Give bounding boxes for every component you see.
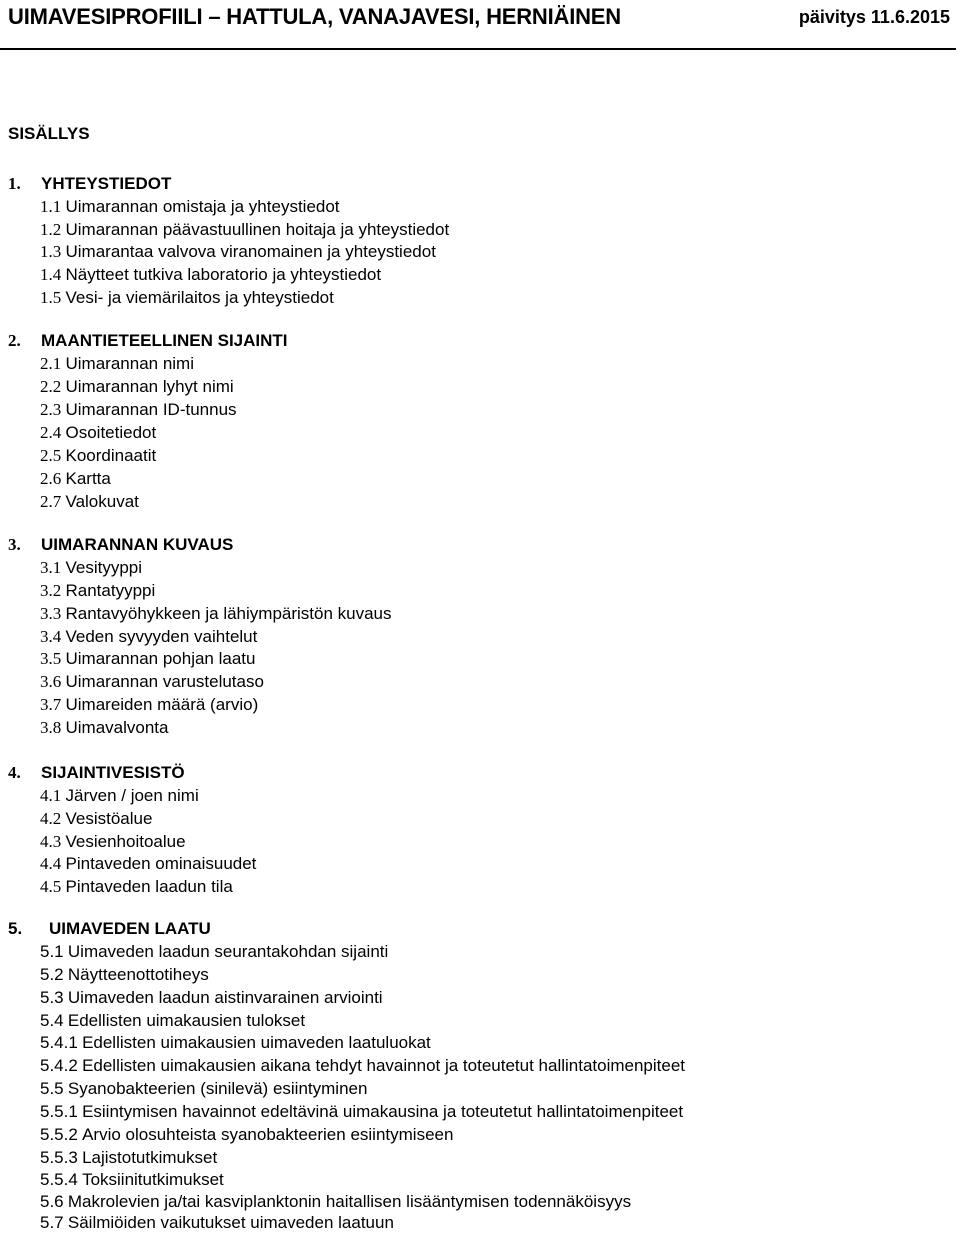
toc-item[interactable] [40, 580, 155, 602]
toc-item[interactable] [40, 671, 264, 693]
item-text: Uimarannan päävastuullinen hoitaja ja yhteystiedot [65, 220, 450, 239]
item-text: Valokuvat [65, 492, 139, 511]
toc-item[interactable] [40, 1032, 431, 1054]
item-number: 3.8 [40, 718, 62, 737]
toc-item[interactable] [40, 1147, 217, 1169]
item-text: Pintaveden ominaisuudet [65, 854, 257, 873]
toc-section-2[interactable] [8, 330, 288, 352]
item-number: 3.6 [40, 672, 62, 691]
item-text: Uimarannan omistaja ja yhteystiedot [65, 197, 340, 216]
item-text: Rantavyöhykkeen ja lähiympäristön kuvaus [65, 604, 392, 623]
item-number: 1.1 [40, 197, 62, 216]
item-text: Koordinaatit [65, 446, 157, 465]
item-number: 3.1 [40, 558, 62, 577]
update-date: päivitys 11.6.2015 [798, 7, 950, 27]
item-text: Uimarannan nimi [65, 354, 194, 373]
section-number: 2. [8, 331, 21, 350]
section-title: UIMAVEDEN LAATU [49, 919, 211, 938]
item-number: 2.1 [40, 354, 62, 373]
item-number: 5.7 [40, 1213, 64, 1232]
item-number: 2.6 [40, 469, 62, 488]
item-number: 2.4 [40, 423, 62, 442]
toc-item[interactable] [40, 399, 237, 421]
item-number: 5.5.4 [40, 1170, 78, 1189]
item-number: 3.7 [40, 695, 62, 714]
item-text: Rantatyyppi [65, 581, 156, 600]
item-number: 2.3 [40, 400, 62, 419]
item-text: Pintaveden laadun tila [65, 877, 233, 896]
toc-item[interactable] [40, 964, 209, 986]
item-number: 5.5.2 [40, 1125, 78, 1144]
item-text: Toksiinitutkimukset [82, 1170, 224, 1189]
toc-item[interactable] [40, 987, 383, 1009]
toc-item[interactable] [40, 422, 156, 444]
toc-item[interactable] [40, 1078, 367, 1100]
toc-item[interactable] [40, 1169, 224, 1191]
toc-item[interactable] [40, 196, 340, 218]
item-number: 5.5.3 [40, 1148, 78, 1167]
toc-item[interactable] [40, 808, 152, 830]
item-number: 3.2 [40, 581, 62, 600]
item-number: 5.4 [40, 1011, 64, 1030]
item-text: Veden syvyyden vaihtelut [65, 627, 258, 646]
item-text: Vesi- ja viemärilaitos ja yhteystiedot [65, 288, 334, 307]
item-number: 3.5 [40, 649, 62, 668]
item-text: Edellisten uimakausien uimaveden laatuluokat [82, 1033, 431, 1052]
item-number: 1.4 [40, 265, 62, 284]
toc-item[interactable] [40, 831, 186, 853]
toc-section-1[interactable] [8, 173, 171, 195]
section-title: MAANTIETEELLINEN SIJAINTI [41, 331, 288, 350]
toc-item[interactable] [40, 445, 156, 467]
toc-section-4[interactable] [8, 762, 185, 784]
toc-item[interactable] [40, 219, 449, 241]
item-number: 1.5 [40, 288, 62, 307]
item-number: 5.1 [40, 942, 64, 961]
item-number: 3.4 [40, 627, 62, 646]
toc-item[interactable] [40, 1055, 685, 1077]
item-text: Uimaveden laadun seurantakohdan sijainti [67, 942, 389, 961]
item-number: 4.3 [40, 832, 62, 851]
page-header [0, 0, 960, 50]
item-text: Uimarantaa valvova viranomainen ja yhteystiedot [65, 242, 436, 261]
toc-item[interactable] [40, 241, 436, 263]
item-number: 2.7 [40, 492, 62, 511]
item-number: 5.4.1 [40, 1033, 78, 1052]
item-text: Näytteet tutkiva laboratorio ja yhteystiedot [65, 265, 382, 284]
item-text: Esiintymisen havainnot edeltävinä uimakausina ja toteutetut hallintatoimenpiteet [82, 1102, 684, 1121]
section-number: 1. [8, 174, 21, 193]
item-number: 1.3 [40, 242, 62, 261]
item-text: Vesityyppi [65, 558, 143, 577]
item-text: Uimarannan pohjan laatu [65, 649, 256, 668]
item-number: 1.2 [40, 220, 62, 239]
header-rule [0, 48, 956, 50]
item-number: 5.5.1 [40, 1102, 78, 1121]
toc-item[interactable] [40, 648, 255, 670]
toc-item[interactable] [40, 603, 392, 625]
toc-item[interactable] [40, 1101, 683, 1123]
item-number: 5.3 [40, 988, 64, 1007]
item-text: Säilmiöiden vaikutukset uimaveden laatuun [67, 1213, 394, 1232]
section-title: UIMARANNAN KUVAUS [41, 535, 234, 554]
item-text: Uimarannan lyhyt nimi [65, 377, 234, 396]
toc-item[interactable] [40, 1124, 453, 1146]
item-text: Uimavalvonta [65, 718, 169, 737]
item-number: 2.5 [40, 446, 62, 465]
toc-section-3[interactable] [8, 534, 233, 556]
item-text: Arvio olosuhteista syanobakteerien esiintymiseen [82, 1125, 454, 1144]
item-number: 4.4 [40, 854, 62, 873]
item-number: 3.3 [40, 604, 62, 623]
toc-item[interactable] [40, 876, 233, 898]
item-number: 5.5 [40, 1079, 64, 1098]
toc-item[interactable] [40, 557, 142, 579]
toc-item[interactable] [40, 376, 234, 398]
document-title: UIMAVESIPROFIILI – HATTULA, VANAJAVESI, HERNIÄINEN [8, 4, 621, 29]
toc-item[interactable] [40, 785, 199, 807]
item-number: 5.4.2 [40, 1056, 78, 1075]
toc-heading: SISÄLLYS [8, 124, 90, 143]
section-title: SIJAINTIVESISTÖ [41, 763, 185, 782]
item-text: Uimarannan varustelutaso [65, 672, 264, 691]
toc-item[interactable] [40, 468, 111, 490]
item-number: 5.2 [40, 965, 64, 984]
toc-item[interactable] [40, 264, 381, 286]
item-number: 4.1 [40, 786, 62, 805]
toc-item[interactable] [40, 694, 258, 716]
item-text: Vesienhoitoalue [65, 832, 186, 851]
section-number: 4. [8, 763, 21, 782]
item-number: 2.2 [40, 377, 62, 396]
item-text: Uimareiden määrä (arvio) [65, 695, 259, 714]
item-text: Lajistotutkimukset [82, 1148, 218, 1167]
item-text: Vesistöalue [65, 809, 153, 828]
section-number: 3. [8, 535, 21, 554]
item-text: Järven / joen nimi [65, 786, 199, 805]
item-number: 5.6 [40, 1192, 64, 1211]
toc-item[interactable] [40, 287, 334, 309]
item-text: Syanobakteerien (sinilevä) esiintyminen [67, 1079, 368, 1098]
item-text: Edellisten uimakausien tulokset [67, 1011, 306, 1030]
toc-item[interactable] [40, 1010, 305, 1032]
toc-section-5[interactable] [8, 918, 211, 940]
toc-item[interactable] [40, 626, 257, 648]
toc-item[interactable] [40, 853, 256, 875]
toc-item[interactable] [40, 717, 169, 739]
item-text: Uimarannan ID-tunnus [65, 400, 237, 419]
item-text: Edellisten uimakausien aikana tehdyt havainnot ja toteutetut hallintatoimenpiteet [82, 1056, 686, 1075]
toc-item[interactable] [40, 1212, 394, 1234]
item-text: Uimaveden laadun aistinvarainen arviointi [67, 988, 383, 1007]
item-text: Näytteenottotiheys [67, 965, 209, 984]
item-text: Kartta [65, 469, 111, 488]
section-title: YHTEYSTIEDOT [41, 174, 172, 193]
item-text: Makrolevien ja/tai kasviplanktonin haitallisen lisääntymisen todennäköisyys [67, 1192, 632, 1211]
item-text: Osoitetiedot [65, 423, 157, 442]
toc-item[interactable] [40, 353, 194, 375]
toc-item[interactable] [40, 1191, 631, 1213]
toc-item[interactable] [40, 941, 388, 963]
item-number: 4.2 [40, 809, 62, 828]
item-number: 4.5 [40, 877, 62, 896]
section-number: 5. [8, 919, 23, 938]
toc-item[interactable] [40, 491, 139, 513]
